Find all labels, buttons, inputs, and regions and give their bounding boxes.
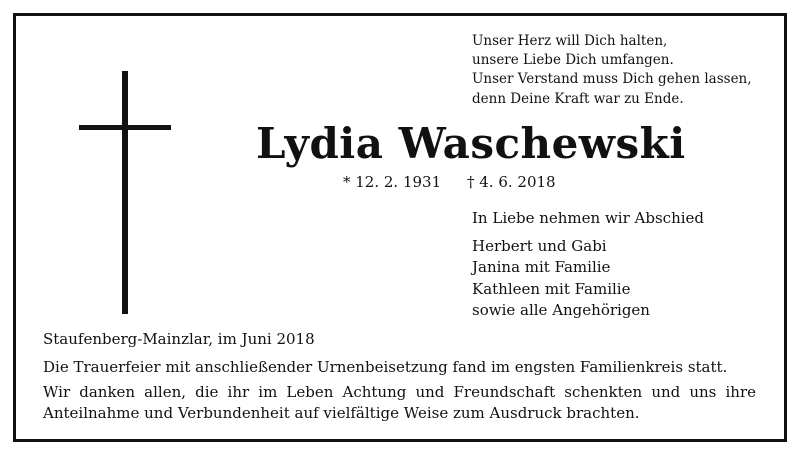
poem-line: Unser Verstand muss Dich gehen lassen,: [472, 71, 752, 88]
poem-line: denn Deine Kraft war zu Ende.: [472, 90, 684, 107]
mourner: Janina mit Familie: [472, 258, 611, 277]
mourner: sowie alle Angehörigen: [472, 300, 650, 319]
poem-line: unsere Liebe Dich umfangen.: [472, 52, 674, 69]
poem-line: Unser Herz will Dich halten,: [472, 33, 668, 49]
farewell-line: In Liebe nehmen wir Abschied: [472, 209, 705, 227]
death-date: † 4. 6. 2018: [467, 173, 556, 191]
mourner: Kathleen mit Familie: [472, 279, 631, 298]
mourner: Herbert und Gabi: [472, 237, 607, 255]
birth-date: * 12. 2. 1931: [343, 173, 442, 191]
memorial-poem: [472, 32, 752, 109]
mourners-list: [472, 236, 650, 321]
thanks-note: Wir danken allen, die ihr im Leben Achtung und Freundschaft schenkten und uns ihre Anteilnahme und Verbundenheit auf vielfältige Weise zum Ausdruck brachten.: [43, 383, 756, 422]
funeral-note: Die Trauerfeier mit anschließender Urnenbeisetzung fand im engsten Familienkreis statt.: [43, 358, 728, 376]
cross-vertical-bar: [122, 71, 128, 314]
place-date: Staufenberg-Mainzlar, im Juni 2018: [43, 330, 315, 348]
cross-horizontal-bar: [79, 125, 171, 130]
deceased-name: Lydia Waschewski: [256, 119, 686, 168]
